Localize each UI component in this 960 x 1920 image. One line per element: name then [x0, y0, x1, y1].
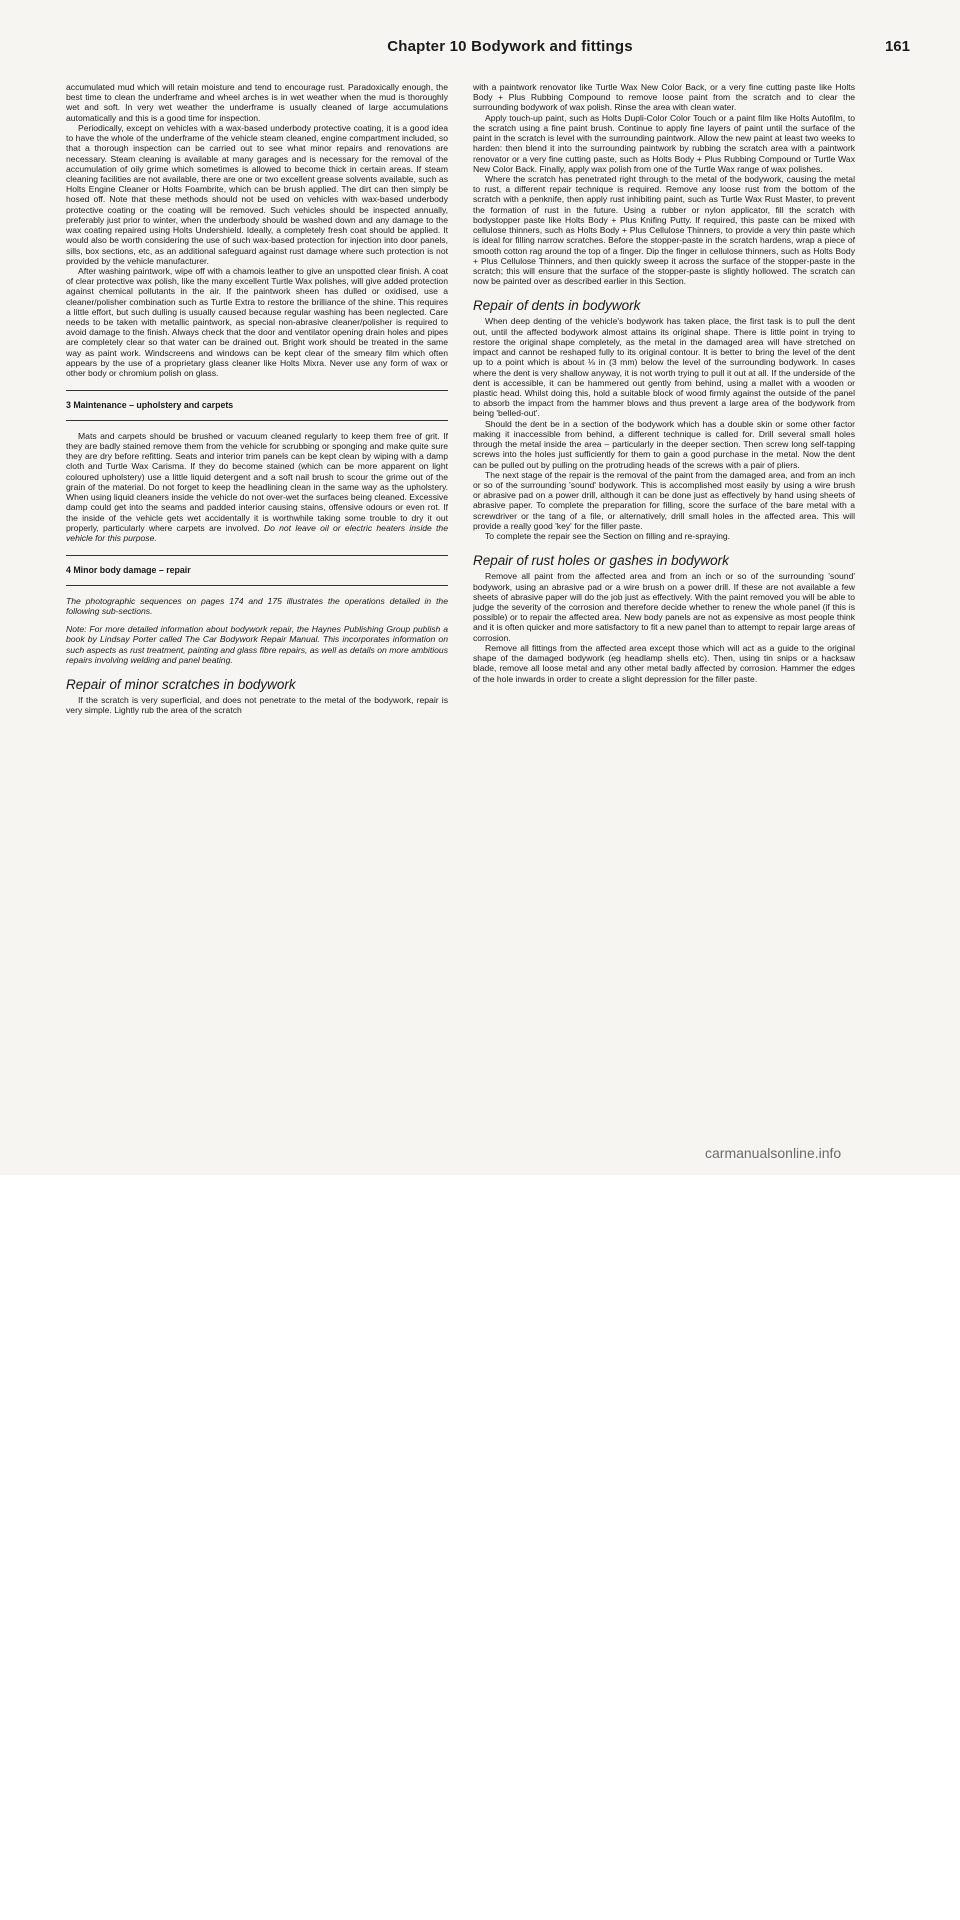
- paragraph: Remove all fittings from the affected area except those which will act as a guide to the original shape of the damaged bodywork (eg headlamp shells etc). Then, using tin snips or a hacksaw blade, remove all loose metal and any other metal badly affected by corrosion. Hammer the edges of the hole inwards in order to create a slight depression for the filler paste.: [473, 642, 855, 684]
- paragraph: Where the scratch has penetrated right through to the metal of the bodywork, causing the metal to rust, a different repair technique is required. Remove any loose rust from the bottom of the scratch with a penknife, then apply rust inhibiting paint, such as Turtle Wax Rust Master, to prevent the formation of rust in the future. Using a rubber or nylon applicator, fill the scratch with bodystopper paste like Holts Body + Plus Knifing Putty. If required, this paste can be mixed with cellulose thinners, such as Holts Body + Plus Cellulose Thinners, to provide a very thin paste which is ideal for filling narrow scratches. Before the stopper-paste in the scratch hardens, wrap a piece of smooth cotton rag around the top of a finger. Dip the finger in cellulose thinners, such as Holts Body + Plus Cellulose Thinners, and then quickly sweep it across the surface of the stopper-paste in the scratch; this will ensure that the surface of the stopper-paste is slightly hollowed. The scratch can now be painted over as described earlier in this Section.: [473, 173, 855, 287]
- section-heading-minor-body-damage: 4 Minor body damage – repair: [66, 555, 448, 585]
- paragraph: accumulated mud which will retain moisture and tend to encourage rust. Paradoxically enough, the best time to clean the underframe and wheel arches is in wet weather when the mud is thoroughly wet and soft. In very wet weather the underframe is usually cleaned of large accumulations automatically and this is a good time for inspection.: [66, 82, 448, 123]
- haynes-note: Note: For more detailed information about bodywork repair, the Haynes Publishing Group publish a book by Lindsay Porter called The Car Bodywork Repair Manual. This incorporates information on such aspects as rust treatment, painting and glass fibre repairs, as well as details on more ambitious repairs involving welding and panel beating.: [66, 624, 448, 665]
- subheading-rust-holes: Repair of rust holes or gashes in bodywork: [473, 553, 729, 569]
- paragraph: If the scratch is very superficial, and does not penetrate to the metal of the bodywork, repair is very simple. Lightly rub the area of the scratch: [66, 695, 448, 716]
- paragraph: After washing paintwork, wipe off with a chamois leather to give an unspotted clear finish. A coat of clear protective wax polish, like the many excellent Turtle Wax polishes, will give added protection against chemical pollutants in the air. If the paintwork sheen has dulled or oxidised, use a cleaner/polisher combination such as Turtle Extra to restore the brilliance of the shine. This requires a little effort, but such dulling is usually caused because regular washing has been neglected. Care needs to be taken with metallic paintwork, as special non-abrasive cleaner/polisher is required to avoid damage to the finish. Always check that the door and ventilator opening drain holes and pipes are completely clear so that water can be drained out. Bright work should be treated in the same way as paint work. Windscreens and windows can be kept clear of the smeary film which often appears by the use of a proprietary glass cleaner like Holts Mixra. Never use any form of wax or other body or chromium polish on glass.: [66, 265, 448, 379]
- paragraph: Should the dent be in a section of the bodywork which has a double skin or some other factor making it inaccessible from behind, a different technique is called for. Drill several small holes through the metal inside the area – particularly in the deeper section. Then screw long self-tapping screws into the holes just sufficiently for them to gain a good purchase in the metal. Now the dent can be pulled out by pulling on the protruding heads of the screws with a pair of pliers.: [473, 418, 855, 470]
- paragraph: To complete the repair see the Section on filling and re-spraying.: [485, 531, 731, 542]
- paragraph: When deep denting of the vehicle's bodywork has taken place, the first task is to pull the dent out, until the affected bodywork almost attains its original shape. There is little point in trying to restore the original shape completely, as the metal in the damaged area will have stretched on impact and cannot be reshaped fully to its original contour. It is better to bring the level of the dent up to a point which is about ⅛ in (3 mm) below the level of the surrounding bodywork. In cases where the dent is very shallow anyway, it is not worth trying to pull it out at all. If the underside of the dent is accessible, it can be hammered out gently from behind, using a mallet with a wooden or plastic head. Whilst doing this, hold a suitable block of wood firmly against the outside of the panel to absorb the impact from the hammer blows and thus prevent a large area of the bodywork from being 'belled-out'.: [473, 316, 855, 419]
- paragraph: [66, 431, 448, 543]
- page-header: [60, 38, 910, 62]
- left-column: [66, 82, 448, 715]
- photo-sequence-note: The photographic sequences on pages 174 and 175 illustrates the operations detailed in the following sub-sections.: [66, 595, 448, 616]
- right-column: [473, 82, 855, 684]
- subheading-dents: Repair of dents in bodywork: [473, 298, 641, 314]
- paragraph: Remove all paint from the affected area and from an inch or so of the surrounding 'sound' bodywork, using an abrasive pad or a wire brush on a power drill. If these are not available a few sheets of abrasive paper will do the job just as effectively. With the paint removed you will be able to judge the severity of the corrosion and therefore decide whether to renew the whole panel (if this is possible) or to repair the affected area. New body panels are not as expensive as most people think and it is often quicker and more satisfactory to fit a new panel than to attempt to repair large areas of corrosion.: [473, 571, 855, 643]
- section-heading-maintenance-upholstery: 3 Maintenance – upholstery and carpets: [66, 390, 448, 420]
- paragraph: with a paintwork renovator like Turtle Wax New Color Back, or a very fine cutting paste like Holts Body + Plus Rubbing Compound to remove loose paint from the scratch and to clear the surrounding bodywork of wax polish. Rinse the area with clean water.: [473, 82, 855, 113]
- page-number: 161: [884, 38, 910, 55]
- paragraph: The next stage of the repair is the removal of the paint from the damaged area, and from an inch or so of the surrounding 'sound' bodywork. This is accomplished most easily by using a wire brush or abrasive pad on a power drill, although it can be done just as effectively by hand using sheets of abrasive paper. To complete the preparation for filling, score the surface of the bare metal with a screwdriver or the tang of a file, or alternatively, drill small holes in the affected area. This will provide a really good 'key' for the filler paste.: [473, 469, 855, 531]
- paragraph: Apply touch-up paint, such as Holts Dupli-Color Color Touch or a paint film like Holts Autofilm, to the scratch using a fine paint brush. Continue to apply fine layers of paint until the surface of the paint in the scratch is level with the surrounding paintwork. Allow the new paint at least two weeks to harden: then blend it into the surrounding paintwork by rubbing the scratch area with a paintwork renovator or a very fine cutting paste, such as Holts Body + Plus Rubbing Compound or Turtle Wax New Color Back. Finally, apply wax polish from one of the Turtle Wax range of wax polishes.: [473, 112, 855, 174]
- chapter-title: Chapter 10 Bodywork and fittings: [387, 38, 633, 55]
- warning-text: Do not leave oil or electric heaters inside the vehicle for this purpose.: [66, 522, 448, 543]
- watermark-link[interactable]: carmanualsonline.info: [705, 1145, 842, 1161]
- paragraph-text: Mats and carpets should be brushed or vacuum cleaned regularly to keep them free of grit. If they are badly stained remove them from the vehicle for scrubbing or sponging and make quite sure they are dry before refitting. Seats and interior trim panels can be kept clean by wiping with a damp cloth and Turtle Wax Carisma. If they do become stained (which can be more apparent on light coloured upholstery) use a little liquid detergent and a soft nail brush to scour the grime out of the grain of the material. Do not forget to keep the headlining clean in the same way as the upholstery. When using liquid cleaners inside the vehicle do not over-wet the surfaces being cleaned. Excessive damp could get into the seams and padded interior causing stains, offensive odours or even rot. If the inside of the vehicle gets wet accidentally it is worthwhile taking some trouble to dry it out properly, particularly where carpets are involved.: [66, 430, 448, 533]
- paragraph: Periodically, except on vehicles with a wax-based underbody protective coating, it is a good idea to have the whole of the underframe of the vehicle steam cleaned, engine compartment included, so that a thorough inspection can be carried out to see what minor repairs and renovations are necessary. Steam cleaning is available at many garages and is necessary for the removal of the accumulation of oily grime which sometimes is allowed to become thick in certain areas. If steam cleaning facilities are not available, there are one or two excellent grease solvents available, such as Holts Engine Cleaner or Holts Foambrite, which can be brush applied. The dirt can then simply be hosed off. Note that these methods should not be used on vehicles with wax-based underbody protective coating or the coating will be removed. Such vehicles should be inspected annually, preferably just prior to winter, when the underbody should be washed down and any damage to the wax coating repaired using Holts Undershield. Ideally, a completely fresh coat should be applied. It would also be worth considering the use of such wax-based protection for injection into door panels, sills, box sections, etc, as an additional safeguard against rust damage where such protection is not provided by the vehicle manufacturer.: [66, 122, 448, 266]
- subheading-minor-scratches: Repair of minor scratches in bodywork: [66, 676, 296, 692]
